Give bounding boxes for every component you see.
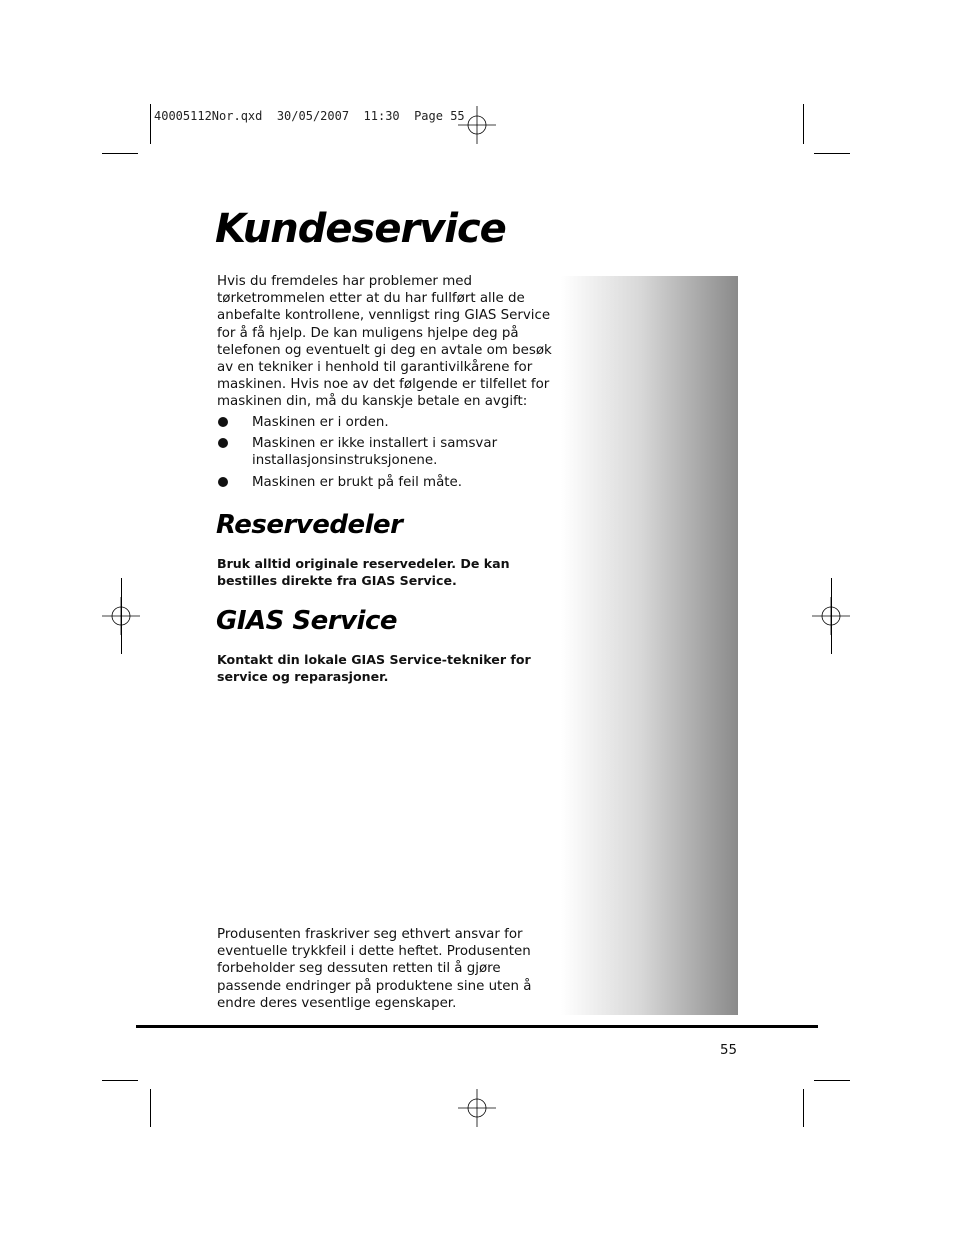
crop-mark [831, 578, 832, 654]
bullet-icon [218, 477, 228, 487]
crop-mark [803, 104, 804, 144]
print-slug: 40005112Nor.qxd 30/05/2007 11:30 Page 55 [154, 109, 465, 123]
crop-mark [121, 578, 122, 654]
bullet-list [217, 414, 557, 495]
bullet-icon [218, 438, 228, 448]
service-text: Kontakt din lokale GIAS Service-tekniker for service og reparasjoner. [217, 652, 531, 685]
crop-mark [803, 1089, 804, 1127]
crop-mark [814, 1080, 850, 1081]
crop-mark [150, 104, 151, 144]
footer-rule [136, 1025, 818, 1028]
crop-mark [102, 1080, 138, 1081]
gradient-sidebar [561, 276, 738, 1015]
page-title: Kundeservice [215, 206, 506, 252]
crop-mark [102, 153, 138, 154]
registration-mark-icon [458, 106, 496, 144]
disclaimer-paragraph: Produsenten fraskriver seg ethvert ansvar for eventuelle trykkfeil i dette heftet. Produsenten forbeholder seg dessuten retten til å gjøre passende endringer på produktene sine uten å endre deres vesentlige egenskaper. [217, 927, 532, 1011]
list-item-text: Maskinen er ikke installert i samsvar installasjonsinstruksjonene. [252, 436, 498, 469]
list-item [217, 435, 557, 469]
list-item-text: Maskinen er i orden. [252, 415, 389, 430]
crop-mark [150, 1089, 151, 1127]
list-item [217, 474, 557, 491]
registration-mark-icon [458, 1089, 496, 1127]
intro-paragraph: Hvis du fremdeles har problemer med tørketrommelen etter at du har fullført alle de anbefalte kontrollene, vennligst ring GIAS Service for å få hjelp. De kan muligens hjelpe deg på telefonen og eventuelt gi deg en avtale om besøk av en tekniker i henhold til garantivilkårene for maskinen. Hvis noe av det følgende er tilfellet for maskinen din, må du kanskje betale en avgift: [217, 274, 552, 410]
crop-mark [814, 153, 850, 154]
spare-parts-heading: Reservedeler [216, 510, 403, 540]
spare-parts-text: Bruk alltid originale reservedeler. De kan bestilles direkte fra GIAS Service. [217, 556, 510, 589]
service-heading: GIAS Service [216, 606, 398, 636]
list-item-text: Maskinen er brukt på feil måte. [252, 474, 463, 490]
list-item [217, 414, 557, 431]
page-number: 55 [720, 1043, 738, 1058]
bullet-icon [218, 417, 228, 427]
